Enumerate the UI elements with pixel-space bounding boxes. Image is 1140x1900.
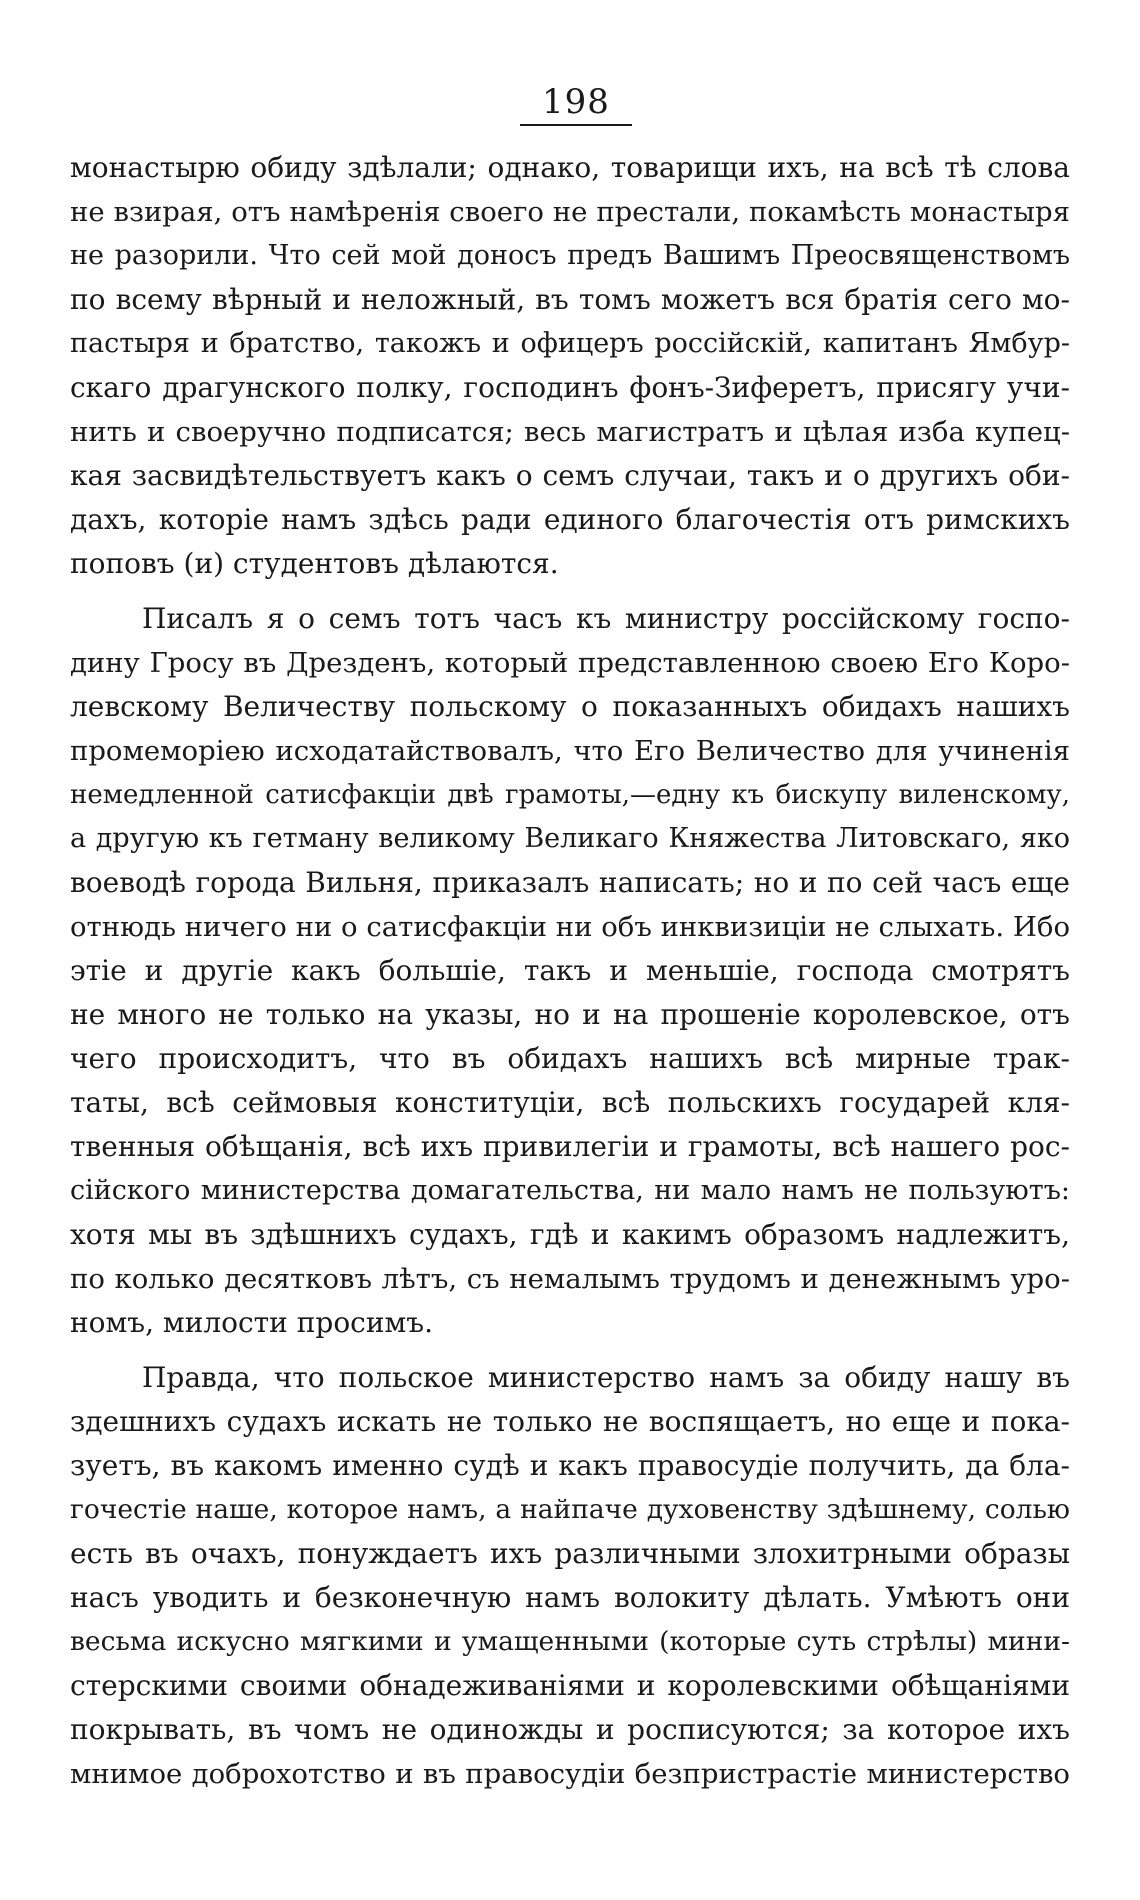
text-line: здешнихъ судахъ искать не только не воспящаетъ, но еще и пока- bbox=[70, 1405, 1070, 1438]
text-line: номъ, милости просимъ. bbox=[70, 1306, 434, 1339]
text-line: монастырю обиду здѣлали; однако, товарищи ихъ, на всѣ тѣ слова bbox=[70, 151, 1070, 184]
text-line: хотя мы въ здѣшнихъ судахъ, гдѣ и какимъ образомъ надлежитъ, bbox=[70, 1218, 1070, 1251]
text-line: Правда, что польское министерство намъ за обиду нашу въ bbox=[142, 1361, 1070, 1394]
text-line: поповъ (и) студентовъ дѣлаются. bbox=[70, 547, 559, 580]
body-text bbox=[70, 146, 1070, 1796]
text-line: левскому Величеству польскому о показанныхъ обидахъ нашихъ bbox=[70, 690, 1070, 723]
text-line: нить и своеручно подписатся; весь магистратъ и цѣлая изба купец- bbox=[70, 416, 1070, 448]
paragraph-3 bbox=[70, 1356, 1070, 1796]
text-line: по всему вѣрный и неложный, въ томъ можетъ вся братія сего мо- bbox=[70, 283, 1070, 316]
text-line: стерскими своими обнадеживаніями и королевскими обѣщаніями bbox=[70, 1669, 1070, 1702]
paragraph-spacer bbox=[70, 1345, 1070, 1356]
page-number: 198 bbox=[542, 82, 610, 122]
text-line: покрывать, въ чомъ не одиножды и росписуются; за которое ихъ bbox=[70, 1713, 1070, 1746]
text-line: немедленной сатисфакціи двѣ грамоты,—едну къ бискупу виленскому, bbox=[70, 780, 1070, 810]
text-line: сійского министерства домагательства, ни мало намъ не пользуютъ: bbox=[70, 1175, 1070, 1206]
text-line: а другую къ гетману великому Великаго Княжества Литовскаго, яко bbox=[70, 823, 1070, 854]
text-line: по колько десятковъ лѣтъ, съ немалымъ трудомъ и денежнымъ уро- bbox=[70, 1263, 1070, 1295]
text-line: зуетъ, въ какомъ именно судѣ и какъ правосудіе получить, да бла- bbox=[70, 1449, 1070, 1482]
text-line: Писалъ я о семъ тотъ часъ къ министру россійскому госпо- bbox=[142, 602, 1070, 635]
text-line: скаго драгунского полку, господинъ фонъ-Зиферетъ, присягу учи- bbox=[70, 371, 1070, 404]
paragraph-spacer bbox=[70, 586, 1070, 597]
text-line: не разорили. Что сей мой доносъ предъ Вашимъ Преосвященствомъ bbox=[70, 240, 1070, 271]
text-line: промеморіею исходатайствовалъ, что Его Величество для учиненія bbox=[70, 735, 1070, 767]
text-line: чего происходитъ, что въ обидахъ нашихъ всѣ мирные трак- bbox=[70, 1042, 1070, 1075]
text-line: пастыря и братство, такожъ и офицеръ россійскій, капитанъ Ямбур- bbox=[70, 328, 1070, 359]
text-line: таты, всѣ сеймовыя конституціи, всѣ польскихъ государей кля- bbox=[70, 1086, 1070, 1119]
text-line: мнимое доброхотство и въ правосудіи безпристрастіе министерство bbox=[70, 1758, 1070, 1790]
text-line: гочестіе наше, которое намъ, а найпаче духовенству здѣшнему, солью bbox=[70, 1494, 1070, 1525]
text-line: воеводѣ города Вильня, приказалъ написать; но и по сей часъ еще bbox=[70, 866, 1070, 899]
text-line: твенныя обѣщанія, всѣ ихъ привилегіи и грамоты, всѣ нашего рос- bbox=[70, 1130, 1070, 1163]
text-line: весьма искусно мягкими и умащенными (которые суть стрѣлы) мини- bbox=[70, 1626, 1070, 1657]
text-line: отнюдь ничего ни о сатисфакціи ни объ инквизиціи не слыхать. Ибо bbox=[70, 911, 1070, 943]
paragraph-2 bbox=[70, 597, 1070, 1345]
text-line: насъ уводить и безконечную намъ волокиту дѣлать. Умѣютъ они bbox=[70, 1581, 1070, 1614]
text-line: есть въ очахъ, понуждаетъ ихъ различными злохитрными образы bbox=[70, 1537, 1070, 1570]
text-line: не много не только на указы, но и на прошеніе королевское, отъ bbox=[70, 998, 1070, 1031]
text-line: кая засвидѣтельствуетъ какъ о семъ случаи, такъ и о другихъ оби- bbox=[70, 459, 1070, 492]
text-line: не взирая, отъ намѣренія своего не престали, покамѣсть монастыря bbox=[70, 196, 1070, 228]
paragraph-1 bbox=[70, 146, 1070, 586]
page-number-rule bbox=[520, 124, 632, 126]
text-line: этіе и другіе какъ большіе, такъ и меньшіе, господа смотрятъ bbox=[70, 954, 1070, 987]
text-line: дахъ, которіе намъ здѣсь ради единого благочестія отъ римскихъ bbox=[70, 503, 1070, 536]
text-line: дину Гросу въ Дрезденъ, который представленною своею Его Коро- bbox=[70, 647, 1070, 679]
